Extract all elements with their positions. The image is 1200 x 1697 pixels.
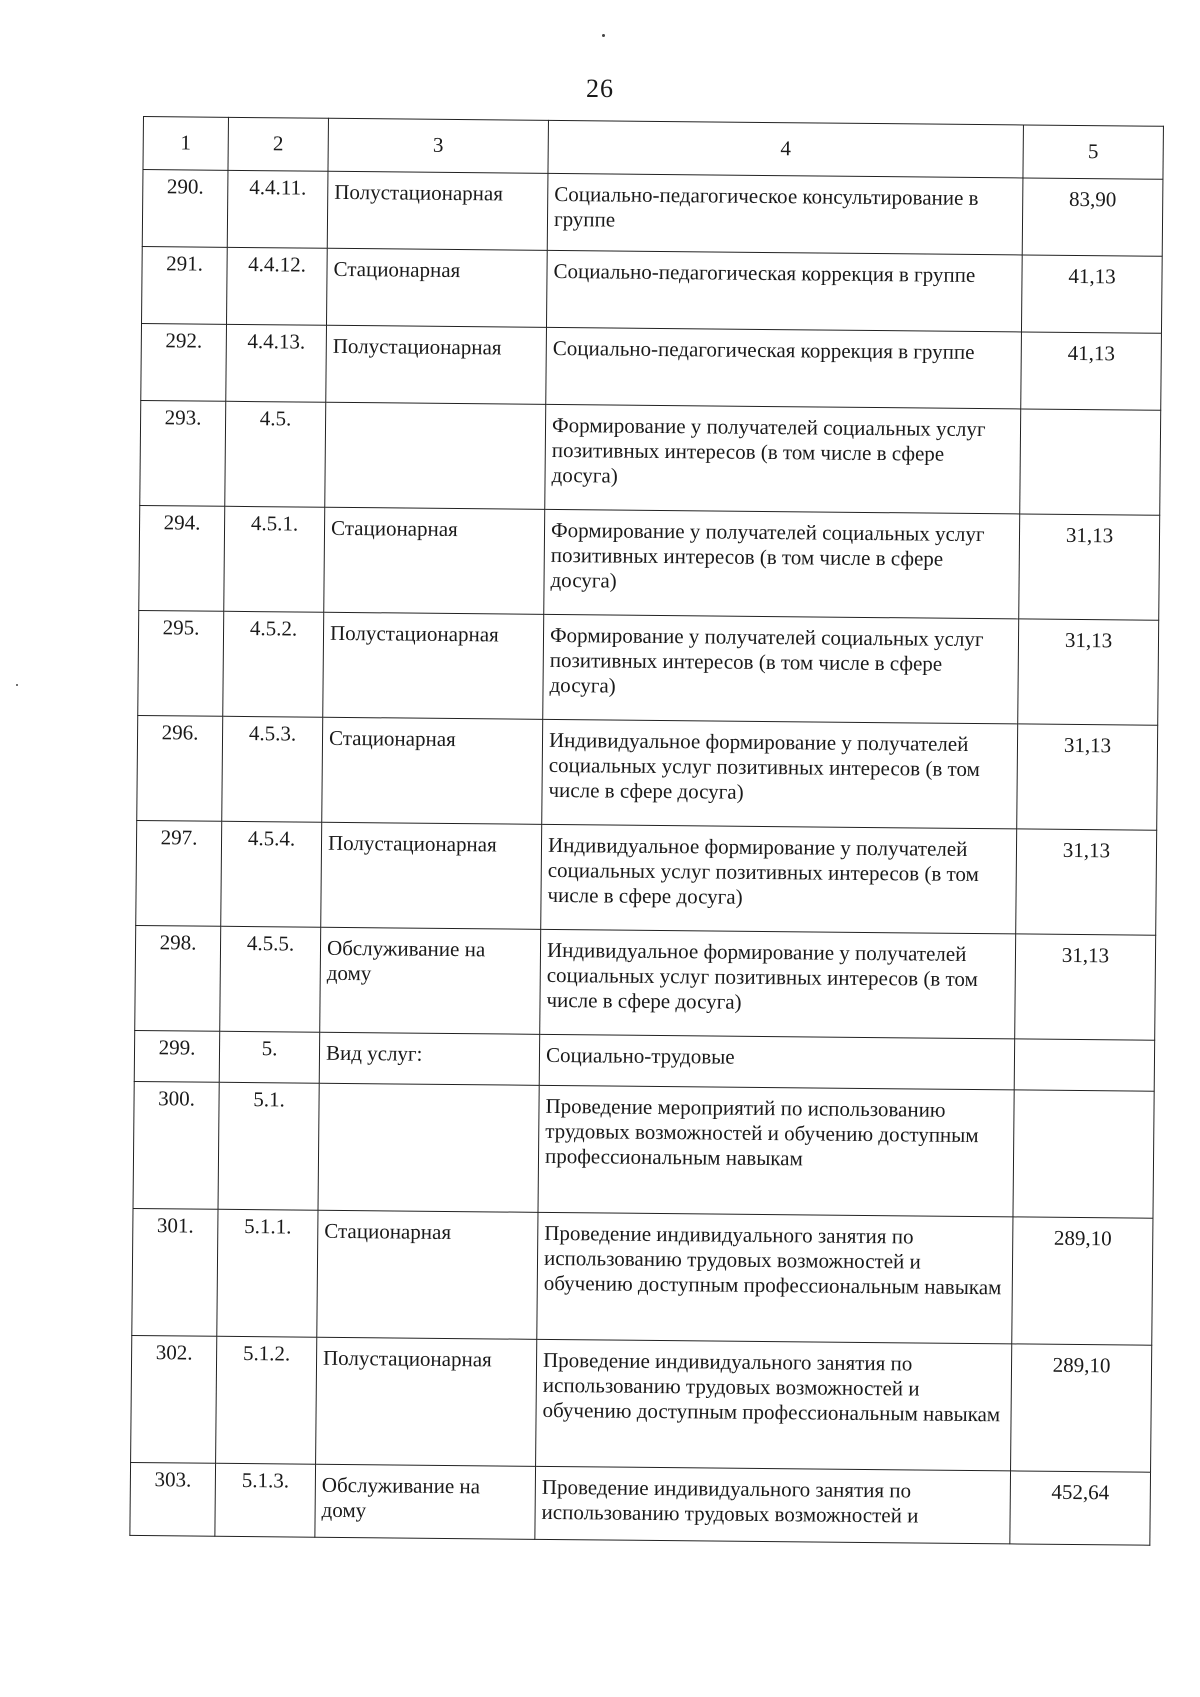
service-tariff: 41,13: [1021, 332, 1162, 410]
table-row: [137, 715, 1158, 830]
service-code: 5.1.3.: [215, 1463, 316, 1537]
row-number: 295.: [138, 610, 224, 716]
service-code: 4.5.3.: [222, 716, 323, 822]
row-number: 291.: [142, 246, 228, 324]
service-code: 4.5.4.: [221, 821, 322, 927]
table-row: [138, 610, 1159, 725]
table-row: [135, 925, 1156, 1040]
row-number: 290.: [142, 170, 228, 248]
service-description: Проведение индивидуального занятия по использованию трудовых возможностей и: [535, 1466, 1011, 1544]
service-form: [318, 1083, 539, 1212]
service-form: Стационарная: [317, 1210, 538, 1339]
row-number: 300.: [133, 1081, 219, 1209]
row-number: 297.: [136, 820, 222, 926]
service-form: Вид услуг:: [319, 1032, 539, 1085]
service-description: Социально-педагогическая коррекция в группе: [546, 250, 1022, 332]
service-code: 4.5.1.: [224, 506, 325, 612]
service-description: Индивидуальное формирование у получателей социальных услуг позитивных интересов (в том числе в сфере досуга): [541, 824, 1017, 934]
service-code: 4.4.12.: [227, 247, 328, 325]
service-tariff: [1020, 409, 1161, 515]
service-form: Полустационарная: [326, 325, 547, 404]
service-description: Формирование у получателей социальных услуг позитивных интересов (в том числе в сфере досуга): [543, 614, 1019, 724]
row-number: 292.: [141, 323, 227, 401]
service-code: 4.5.2.: [223, 611, 324, 717]
row-number: 298.: [135, 925, 221, 1031]
column-header: 1: [143, 117, 229, 171]
service-tariff: [1014, 1039, 1154, 1091]
scan-speck: [602, 34, 605, 37]
column-header: 5: [1023, 125, 1164, 179]
row-number: 303.: [130, 1462, 216, 1536]
service-description: Социально-педагогическая коррекция в группе: [546, 327, 1022, 409]
row-number: 294.: [139, 505, 225, 611]
service-description: Проведение индивидуального занятия по использованию трудовых возможностей и обучению доступным профессиональным навыкам: [536, 1339, 1012, 1471]
service-form: Полустационарная: [327, 171, 548, 250]
service-form: Полустационарная: [316, 1337, 537, 1466]
column-header: 2: [228, 117, 329, 171]
table-row: [136, 820, 1157, 935]
service-code: 4.5.: [225, 401, 326, 507]
service-tariff: 31,13: [1016, 829, 1157, 935]
table-row: [139, 505, 1160, 620]
service-tariff: 289,10: [1012, 1217, 1153, 1345]
row-number: 296.: [137, 715, 223, 821]
service-form: Стационарная: [322, 717, 543, 824]
service-form: Стационарная: [324, 507, 545, 614]
table-row: [142, 246, 1163, 333]
service-code: 5.1.1.: [217, 1209, 318, 1337]
services-table-wrapper: [129, 116, 1163, 1546]
service-description: Проведение мероприятий по использованию трудовых возможностей и обучению доступным профессиональным навыкам: [538, 1085, 1014, 1217]
service-tariff: 31,13: [1017, 724, 1158, 830]
service-tariff: [1013, 1090, 1154, 1218]
row-number: 293.: [140, 400, 226, 506]
service-form: Обслуживание на дому: [315, 1464, 536, 1539]
service-tariff: 31,13: [1018, 619, 1159, 725]
service-code: 4.5.5.: [220, 926, 321, 1032]
services-table: [129, 116, 1164, 1546]
service-description: Индивидуальное формирование у получателей социальных услуг позитивных интересов (в том числе в сфере досуга): [540, 929, 1016, 1039]
service-code: 4.4.11.: [227, 170, 328, 248]
service-description: Индивидуальное формирование у получателей социальных услуг позитивных интересов (в том числе в сфере досуга): [542, 719, 1018, 829]
table-row: [141, 323, 1162, 410]
service-form: Полустационарная: [321, 822, 542, 929]
service-form: [325, 402, 546, 509]
service-description: Проведение индивидуального занятия по использованию трудовых возможностей и обучению доступным профессиональным навыкам: [537, 1212, 1013, 1344]
service-form: Обслуживание на дому: [320, 927, 541, 1034]
row-number: 299.: [134, 1030, 219, 1082]
service-tariff: 83,90: [1022, 178, 1163, 256]
row-number: 301.: [132, 1208, 218, 1336]
column-header: 3: [328, 118, 548, 173]
table-row: [131, 1335, 1152, 1472]
service-description: Формирование у получателей социальных услуг позитивных интересов (в том числе в сфере досуга): [545, 404, 1021, 514]
service-tariff: 31,13: [1015, 934, 1156, 1040]
service-tariff: 452,64: [1010, 1471, 1151, 1545]
service-tariff: 31,13: [1019, 514, 1160, 620]
service-tariff: 41,13: [1021, 255, 1162, 333]
table-row: [130, 1462, 1151, 1545]
table-row: [140, 400, 1161, 515]
column-header: 4: [548, 120, 1023, 178]
table-header-row: [143, 117, 1163, 180]
table-row: [132, 1208, 1153, 1345]
service-tariff: 289,10: [1011, 1344, 1152, 1472]
service-form: Стационарная: [326, 248, 547, 327]
service-code: 4.4.13.: [226, 324, 327, 402]
service-form: Полустационарная: [323, 612, 544, 719]
table-row: [142, 170, 1163, 257]
service-description: Социально-педагогическое консультирование в группе: [547, 173, 1023, 255]
row-number: 302.: [131, 1335, 217, 1463]
service-description: Социально-трудовые: [539, 1034, 1014, 1090]
service-description: Формирование у получателей социальных услуг позитивных интересов (в том числе в сфере досуга): [544, 509, 1020, 619]
scan-speck: [16, 684, 18, 686]
service-code: 5.: [219, 1031, 319, 1083]
service-code: 5.1.2.: [216, 1336, 317, 1464]
service-code: 5.1.: [218, 1082, 319, 1210]
page-number: 26: [586, 74, 614, 103]
table-row: [133, 1081, 1154, 1218]
